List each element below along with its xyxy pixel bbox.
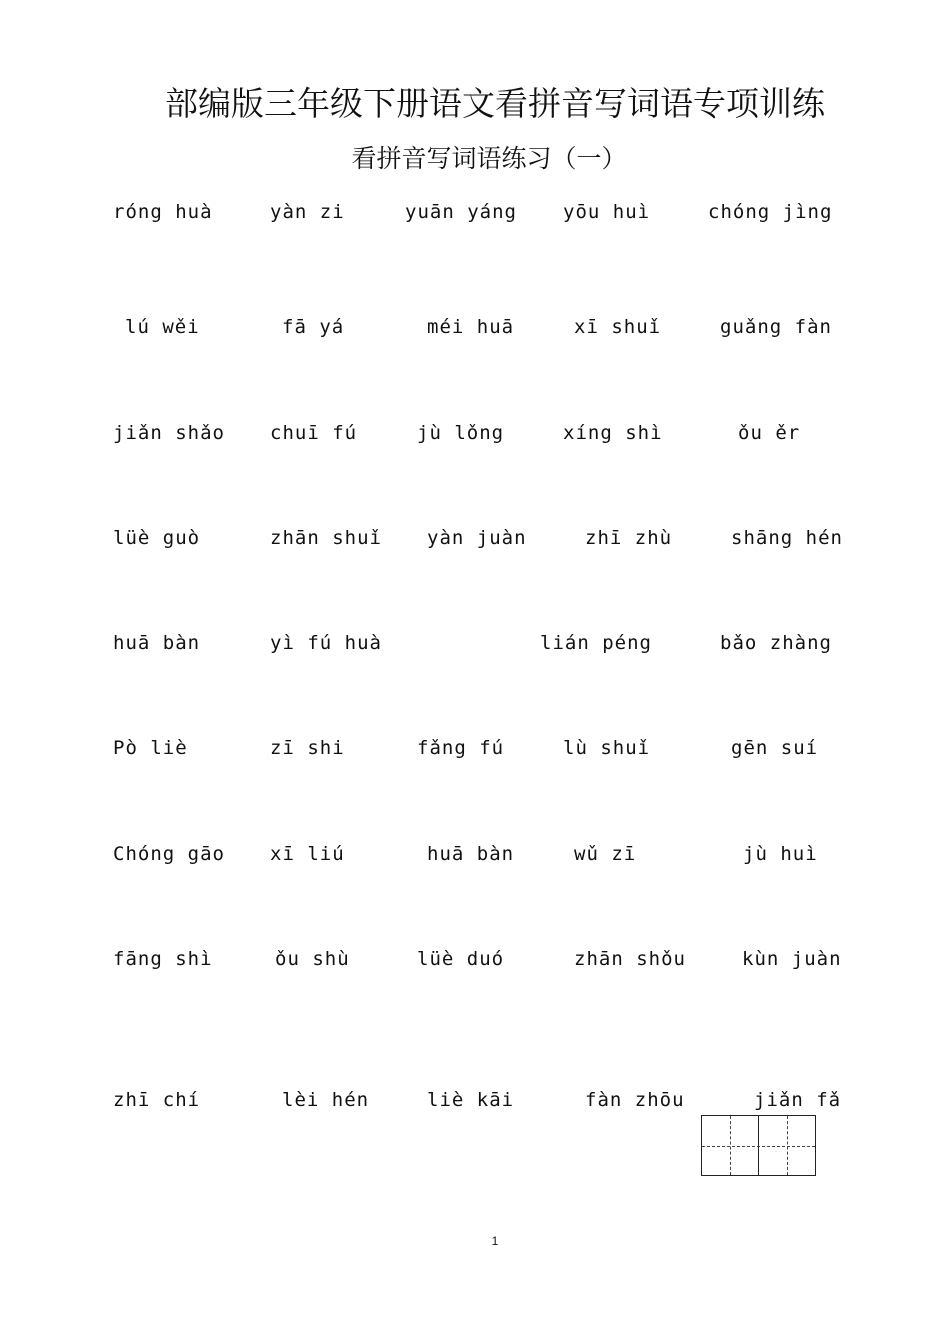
pinyin-word: zhī chí — [113, 1089, 201, 1111]
pinyin-word: zhī zhù — [585, 527, 673, 549]
pinyin-word: lüè duó — [417, 948, 505, 970]
pinyin-row-2 — [0, 312, 950, 342]
pinyin-word: lù shuǐ — [563, 737, 651, 759]
pinyin-word: shāng hén — [731, 527, 843, 549]
pinyin-row-3 — [0, 418, 950, 448]
pinyin-word: méi huā — [427, 316, 515, 338]
pinyin-row-8 — [0, 944, 950, 974]
pinyin-word: xī liú — [270, 843, 345, 865]
pinyin-word: lüè guò — [113, 527, 201, 549]
pinyin-word: jù huì — [743, 843, 818, 865]
pinyin-word: guǎng fàn — [720, 316, 832, 338]
pinyin-word: huā bàn — [113, 632, 201, 654]
pinyin-row-7 — [0, 839, 950, 869]
pinyin-word: lú wěi — [125, 316, 200, 338]
pinyin-word: kùn juàn — [742, 948, 842, 970]
pinyin-word: jù lǒng — [417, 422, 505, 444]
pinyin-word: yì fú huà — [270, 632, 382, 654]
pinyin-row-5 — [0, 628, 950, 658]
pinyin-word: gēn suí — [731, 737, 819, 759]
pinyin-word: zī shi — [270, 737, 345, 759]
pinyin-row-4 — [0, 523, 950, 553]
pinyin-word: yàn zi — [270, 201, 345, 223]
pinyin-word: yàn juàn — [427, 527, 527, 549]
pinyin-word: jiǎn fǎ — [754, 1089, 842, 1111]
writing-grid — [701, 1115, 816, 1176]
pinyin-word: bǎo zhàng — [720, 632, 832, 654]
pinyin-word: wǔ zī — [574, 843, 637, 865]
pinyin-word: xíng shì — [563, 422, 663, 444]
page-title: 部编版三年级下册语文看拼音写词语专项训练 — [165, 84, 825, 123]
pinyin-row-6 — [0, 733, 950, 763]
pinyin-word: zhān shǒu — [574, 948, 686, 970]
page-number: 1 — [491, 1234, 499, 1248]
exercise-subtitle: 看拼音写词语练习（一） — [351, 144, 627, 173]
pinyin-word: ǒu shù — [275, 948, 350, 970]
pinyin-row-9 — [0, 1085, 950, 1115]
pinyin-word: xī shuǐ — [574, 316, 662, 338]
pinyin-word: yōu huì — [563, 201, 651, 223]
pinyin-word: ǒu ěr — [738, 422, 801, 444]
pinyin-word: chóng jìng — [708, 201, 833, 223]
pinyin-word: yuān yáng — [405, 201, 517, 223]
grid-dash-line — [702, 1146, 815, 1147]
pinyin-word: chuī fú — [270, 422, 358, 444]
pinyin-word: fǎng fú — [417, 737, 505, 759]
pinyin-word: jiǎn shǎo — [113, 422, 225, 444]
pinyin-word: zhān shuǐ — [270, 527, 382, 549]
pinyin-row-1 — [0, 197, 950, 227]
pinyin-word: huā bàn — [427, 843, 515, 865]
pinyin-word: lián péng — [540, 632, 652, 654]
pinyin-word: róng huà — [113, 201, 213, 223]
pinyin-word: fàn zhōu — [585, 1089, 685, 1111]
pinyin-word: liè kāi — [427, 1089, 515, 1111]
pinyin-word: Pò liè — [113, 737, 188, 759]
pinyin-word: fā yá — [282, 316, 345, 338]
pinyin-word: fāng shì — [113, 948, 213, 970]
pinyin-word: lèi hén — [282, 1089, 370, 1111]
pinyin-word: Chóng gāo — [113, 843, 225, 865]
